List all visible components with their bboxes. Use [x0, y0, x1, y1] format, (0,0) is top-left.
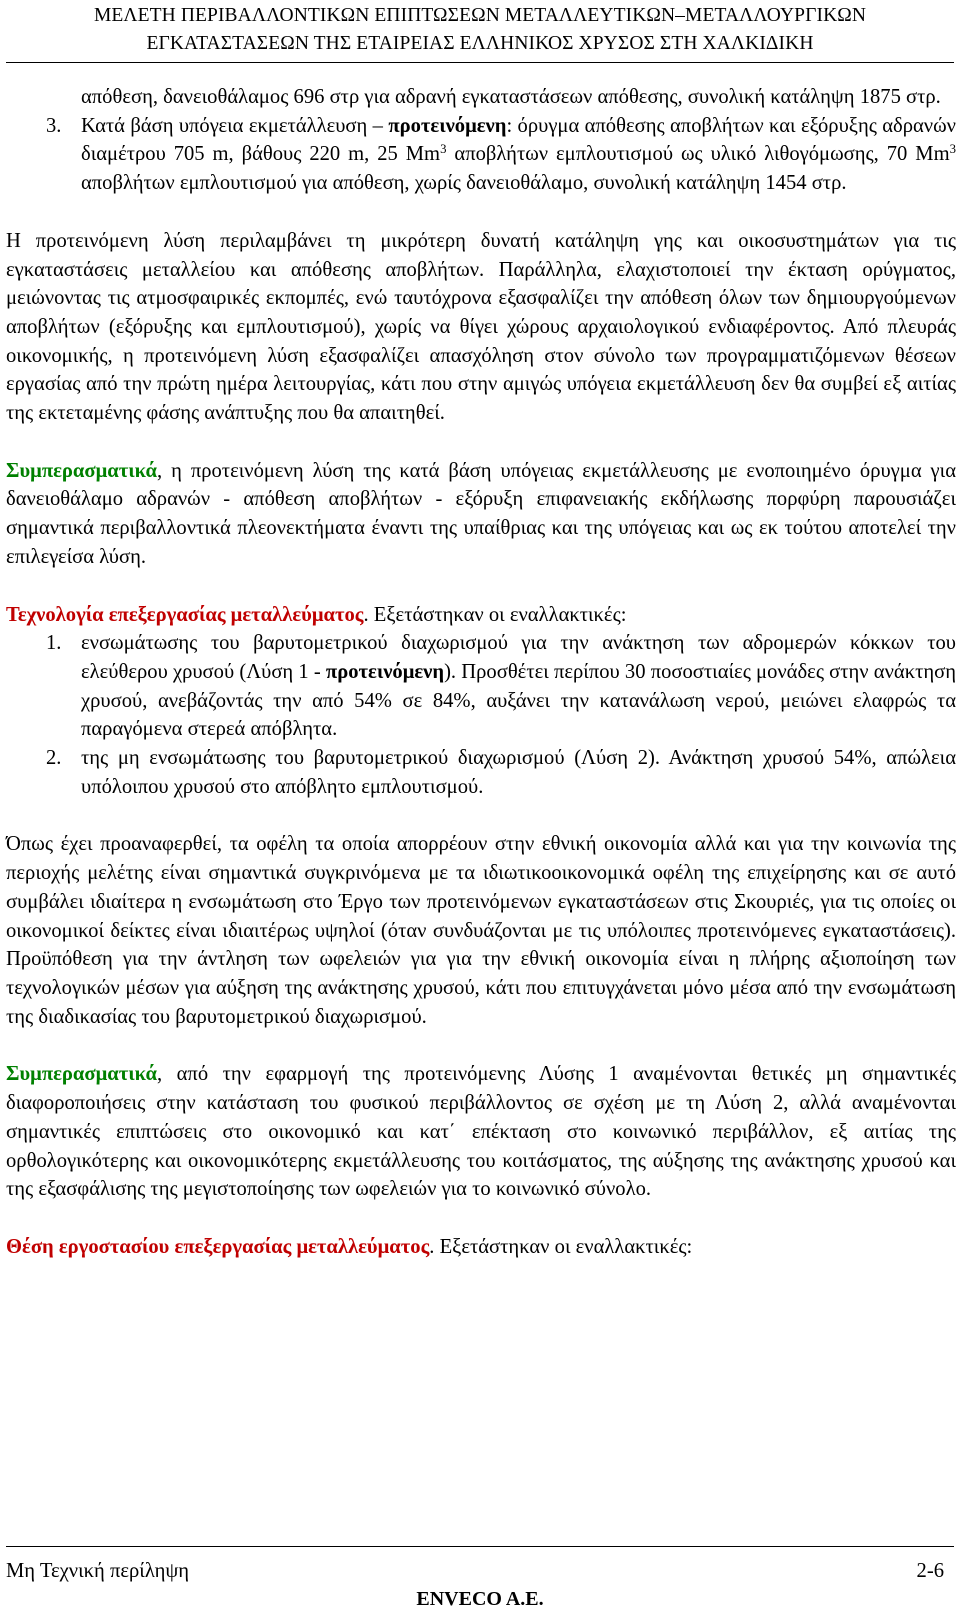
list-item-text: ). Προσθέτει περίπου 30 ποσοστιαίες μονάδες στην ανάκτηση χρυσού, ανεβάζοντάς την από 54% σε 84%, αυξάνει την κατανάλωση νερού, μειώνει ελαφρώς τα παραγόμενα στερεά απόβλητα.: [81, 660, 956, 741]
section-heading-rest: . Εξετάστηκαν οι εναλλακτικές:: [429, 1235, 693, 1258]
conclusion-paragraph: [6, 457, 956, 572]
list-item-text: απόθεση, δανειοθάλαμος 696 στρ για αδρανή εγκαταστάσεων απόθεσης, συνολική κατάληψη 1875 στρ.: [81, 86, 941, 108]
list-item-text: : όρυγμα απόθεσης αποβλήτων και εξόρυξης αδρανών διαμέτρου 705 m, βάθους 220 m, 25 Mm: [81, 114, 956, 166]
proposed-label: προτεινόμενη: [325, 660, 445, 683]
list-item-text: Κατά βάση υπόγεια εκμετάλλευση –: [81, 114, 389, 137]
paragraph-text: , από την εφαρμογή της προτεινόμενης Λύσης 1 αναμένονται θετικές μη σημαντικές διαφοροποιήσεις στην κατάσταση του φυσικού περιβάλλοντος σε σχέση με τη Λύση 2, αλλά αναμένονται σημαντικές επιπτώσεις στο οικονομικό και κατ΄ επέκταση στο κοινωνικό περιβάλλον, εξ αιτίας της ορθολογικότερης και οικονομικότερης εκμετάλλευσης του κοιτάσματος, της αύξησης της ανάκτησης χρυσού και της εξασφάλισης της μεγιστοποίησης των ωφελειών για το κοινωνικό σύνολο.: [6, 1063, 956, 1201]
list-item-number: 1.: [46, 632, 62, 655]
superscript: 3: [949, 142, 956, 157]
section-heading: [6, 601, 956, 630]
section-heading-rest: . Εξετάστηκαν οι εναλλακτικές:: [363, 603, 627, 626]
footer-company: ENVECO A.E.: [416, 1588, 544, 1610]
list-item-number: 2.: [46, 747, 62, 770]
footer-doc-title: Μη Τεχνική περίληψη: [6, 1560, 190, 1582]
footer-rule: [6, 1546, 954, 1547]
proposed-label: προτεινόμενη: [388, 114, 507, 137]
section-heading-title: Θέση εργοστασίου επεξεργασίας μεταλλεύματος: [6, 1235, 430, 1258]
section-heading-title: Τεχνολογία επεξεργασίας μεταλλεύματος: [6, 603, 364, 626]
header-title-line-1: ΜΕΛΕΤΗ ΠΕΡΙΒΑΛΛΟΝΤΙΚΩΝ ΕΠΙΠΤΩΣΕΩΝ ΜΕΤΑΛΛΕΥΤΙΚΩΝ–ΜΕΤΑΛΛΟΥΡΓΙΚΩΝ: [93, 5, 867, 26]
list-item-text: της μη ενσωμάτωσης του βαρυτομετρικού διαχωρισμού (Λύση 2). Ανάκτηση χρυσού 54%, απώλεια υπόλοιπου χρυσού στο απόβλητο εμπλουτισμού.: [81, 747, 956, 798]
conclusion-label: Συμπερασματικά: [6, 1063, 158, 1086]
section-heading: [6, 1233, 956, 1262]
paragraph: Η προτεινόμενη λύση περιλαμβάνει τη μικρότερη δυνατή κατάληψη γης και οικοσυστημάτων για τις εγκαταστάσεις μεταλλείου και απόθεσης αποβλήτων. Παράλληλα, ελαχιστοποιεί την έκταση ορύγματος, μειώνοντας τις ατμοσφαιρικές εκπομπές, ενώ ταυτόχρονα εξασφαλίζει την απόθεση όλων των δημιουργούμενων αποβλήτων (εξόρυξης και εμπλουτισμού), χωρίς να θίγει χώρους αρχαιολογικού ενδιαφέροντος. Από πλευράς οικονομικής, η προτεινόμενη λύση εξασφαλίζει απασχόληση στον σύνολο των προγραμματιζόμενων θέσεων εργασίας από την πρώτη ημέρα λειτουργίας, κάτι που στην αμιγώς υπόγεια εκμετάλλευση δεν θα συμβεί εξ αιτίας της εκτεταμένης φάσης ανάπτυξης που θα απαιτηθεί.: [6, 229, 956, 425]
paragraph-text: , η προτεινόμενη λύση της κατά βάση υπόγειας εκμετάλλευσης με ενοποιημένο όρυγμα για δανειοθάλαμο αδρανών - απόθεση αποβλήτων - εξόρυξη επιφανειακής εκδήλωσης πορφύρη παρουσιάζει σημαντικά περιβαλλοντικά πλεονεκτήματα έναντι της υπαίθριας και της υπόγειας και ως εκ τούτου αποτελεί την επιλεγείσα λύση.: [6, 459, 956, 568]
list-item-1: [6, 629, 956, 744]
conclusion-label: Συμπερασματικά: [6, 459, 158, 482]
list-item-text: αποβλήτων εμπλουτισμού ως υλικό λιθογόμωσης, 70 Mm: [446, 143, 950, 166]
list-item-continued: [6, 83, 956, 112]
superscript: 3: [440, 142, 447, 157]
header-title-line-2: ΕΓΚΑΤΑΣΤΑΣΕΩΝ ΤΗΣ ΕΤΑΙΡΕΙΑΣ ΕΛΛΗΝΙΚΟΣ ΧΡΥΣΟΣ ΣΤΗ ΧΑΛΚΙΔΙΚΗ: [146, 33, 814, 54]
header-rule: [6, 62, 954, 63]
conclusion-paragraph: [6, 1060, 956, 1204]
page-header: [0, 0, 960, 63]
list-item-text: ενσωμάτωσης του βαρυτομετρικού διαχωρισμού για την ανάκτηση των αδρομερών κόκκων του ελεύθερου χρυσού (Λύση 1 -: [81, 632, 956, 683]
list-item-number: 3.: [46, 114, 62, 137]
paragraph: Όπως έχει προαναφερθεί, τα οφέλη τα οποία απορρέουν στην εθνική οικονομία αλλά και για την κοινωνία της περιοχής μελέτης είναι σημαντικά συγκρινόμενα με τα ιδιωτικοοικονομικά οφέλη της επιχείρησης και σε αυτό συμβάλει ιδιαίτερα η ενσωμάτωση στο Έργο των προτεινόμενων εγκαταστάσεων στις Σκουριές, για τις οποίες οι οικονομικοί δείκτες είναι ιδιαιτέρως υψηλοί (όταν συνδυάζονται με τις υπόλοιπες προτεινόμενες εγκαταστάσεις). Προϋπόθεση για την άντληση των ωφελειών για για την εθνική οικονομία είναι η πλήρης αξιοποίηση των τεχνολογικών μέσων για αύξηση της ανάκτησης χρυσού, κάτι που επιτυγχάνεται μόνο μέσα από την ενσωμάτωση της διαδικασίας του βαρυτομετρικού διαχωρισμού.: [6, 833, 956, 1028]
list-item-2: [6, 744, 956, 801]
list-item-3: [6, 112, 956, 198]
page-number: 2-6: [916, 1560, 944, 1582]
document-body: [6, 83, 956, 1262]
page-footer: [0, 1546, 960, 1614]
list-item-text: αποβλήτων εμπλουτισμού για απόθεση, χωρίς δανειοθάλαμο, συνολική κατάληψη 1454 στρ.: [81, 172, 847, 195]
